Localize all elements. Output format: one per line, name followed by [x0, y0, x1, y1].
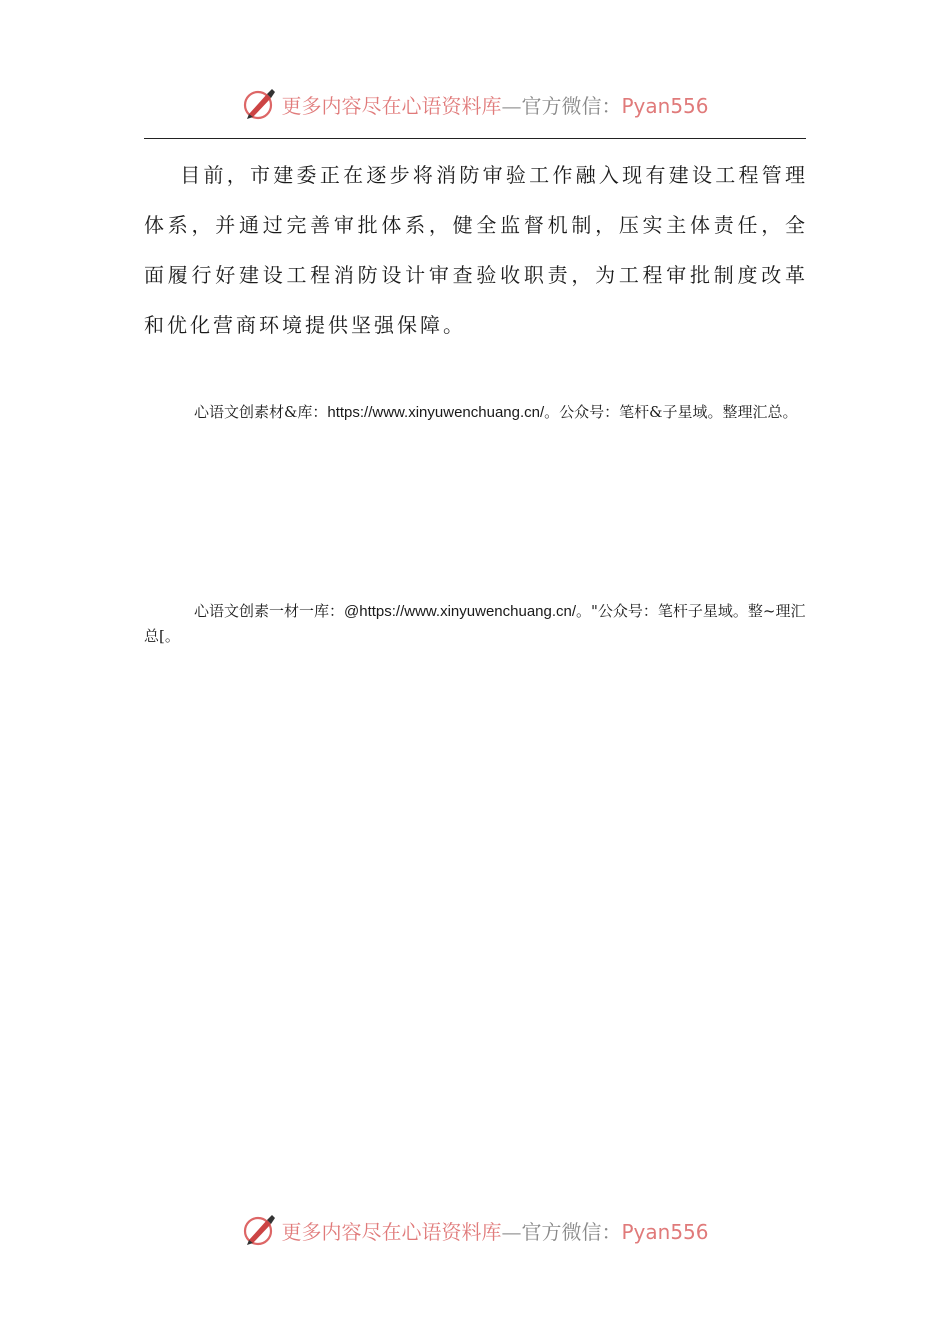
pen-logo-icon — [241, 86, 277, 122]
banner-text — [281, 90, 708, 119]
source-note-2 — [144, 599, 808, 649]
footer-banner — [0, 1210, 950, 1250]
note-url: https://www.xinyuwenchuang.cn/ — [327, 404, 545, 421]
banner-text — [281, 1216, 708, 1245]
wechat-id: Pyan556 — [621, 1219, 709, 1244]
header-divider — [144, 138, 806, 139]
note-prefix: 心语文创素一材一库： — [194, 602, 345, 620]
main-paragraph — [144, 150, 808, 350]
paragraph-text: 目前，市建委正在逐步将消防审验工作融入现有建设工程管理体系，并通过完善审批体系，健全监督机制，压实主体责任，全面履行好建设工程消防设计审查验收职责，为工程审批制度改革和优化营商环境提供坚强保障。 — [144, 163, 808, 337]
note-prefix: 心语文创素材&库： — [194, 403, 328, 421]
brand-name: 更多内容尽在心语资料库 — [281, 1219, 502, 1244]
header-banner — [0, 84, 950, 124]
note-suffix: 。"公众号：笔杆子星域。整~理汇总[。 — [144, 602, 806, 645]
wechat-label: 官方微信： — [521, 93, 622, 118]
brand-name: 更多内容尽在心语资料库 — [281, 93, 502, 118]
wechat-label: 官方微信： — [521, 1219, 622, 1244]
pen-logo-icon — [241, 1212, 277, 1248]
source-note-1 — [144, 400, 808, 425]
note-suffix: 。公众号：笔杆&子星域。整理汇总。 — [544, 403, 798, 421]
brand-dash: — — [501, 1219, 522, 1244]
brand-dash: — — [501, 93, 522, 118]
wechat-id: Pyan556 — [621, 93, 709, 118]
note-url: @https://www.xinyuwenchuang.cn/ — [344, 603, 577, 620]
